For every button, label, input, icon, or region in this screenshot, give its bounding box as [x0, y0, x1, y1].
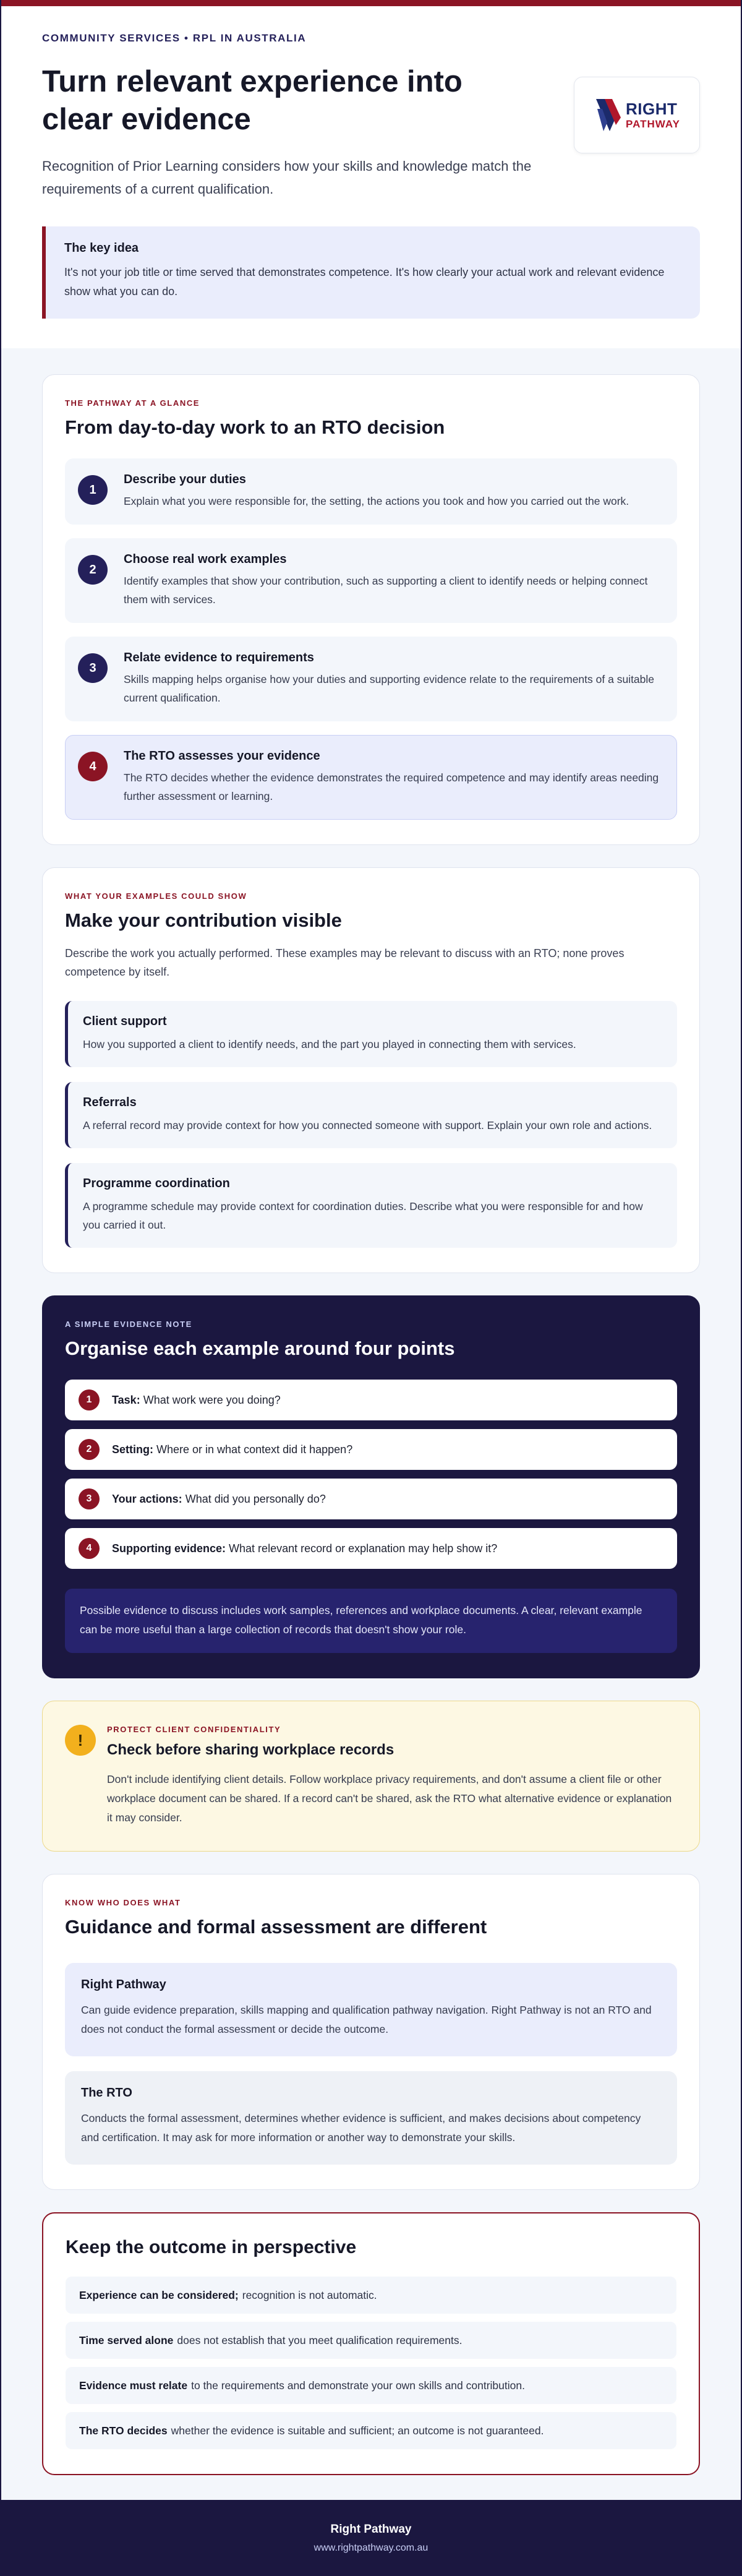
step-title: Relate evidence to requirements [124, 651, 314, 664]
fact-text: to the requirements and demonstrate your own skills and contribution. [191, 2379, 525, 2392]
example-item [65, 1082, 677, 1148]
fact-bold: Evidence must relate [79, 2379, 188, 2392]
fact-text: whether the evidence is suitable and sufficient; an outcome is not guaranteed. [171, 2424, 544, 2437]
step-text: The RTO decides whether the evidence demonstrates the required competence and may identify areas needing further assessment or learning. [124, 771, 659, 802]
pathway-step [65, 458, 677, 525]
step-number-badge: 4 [78, 752, 108, 781]
role-list [65, 1963, 677, 2165]
brand-logo [574, 77, 700, 153]
roles-eyebrow: KNOW WHO DOES WHAT [65, 1898, 181, 1907]
evidence-point [65, 1479, 677, 1519]
top-accent-strip [1, 0, 741, 6]
confidentiality-text: Don't include identifying client details. Follow workplace privacy requirements, and don't assume a client file or other workplace document can be shared. If a record can't be shared, ask the RTO what alternative evidence or explanation it may consider. [107, 1773, 672, 1824]
point-label: Supporting evidence: [112, 1542, 226, 1555]
example-title: Programme coordination [83, 1177, 230, 1190]
perspective-fact [66, 2322, 676, 2359]
examples-eyebrow: WHAT YOUR EXAMPLES COULD SHOW [65, 891, 247, 901]
point-label: Task: [112, 1393, 140, 1406]
role-text: Can guide evidence preparation, skills mapping and qualification pathway navigation. Right Pathway is not an RTO and does not conduct the formal assessment or decide the outcome. [81, 2004, 652, 2035]
perspective-title: Keep the outcome in perspective [66, 2237, 357, 2257]
step-number-badge: 3 [78, 653, 108, 683]
confidentiality-warning [42, 1701, 700, 1852]
role-title: Right Pathway [81, 1978, 166, 1991]
warning-icon: ! [65, 1725, 96, 1756]
logo-word-pathway: PATHWAY [626, 118, 680, 130]
key-idea-callout [42, 226, 700, 319]
point-number-badge: 1 [79, 1389, 100, 1410]
point-label: Setting: [112, 1443, 153, 1456]
example-text: How you supported a client to identify needs, and the part you played in connecting them with services. [83, 1038, 576, 1050]
logo-mark-icon [594, 95, 623, 135]
evidence-note-text: Possible evidence to discuss includes work samples, references and workplace documents. A clear, relevant example can be more useful than a large collection of records that doesn't show your role. [65, 1589, 677, 1653]
examples-card [42, 867, 700, 1273]
step-text: Skills mapping helps organise how your duties and supporting evidence relate to the requirements of a suitable current qualification. [124, 673, 655, 704]
role-right-pathway [65, 1963, 677, 2056]
point-label: Your actions: [112, 1492, 182, 1505]
example-item [65, 1163, 677, 1248]
example-item [65, 1001, 677, 1067]
roles-card [42, 1874, 700, 2190]
step-text: Identify examples that show your contribution, such as supporting a client to identify needs or helping connect them with services. [124, 575, 648, 606]
perspective-fact [66, 2277, 676, 2314]
perspective-card [42, 2212, 700, 2475]
footer-brand-name: Right Pathway [330, 2522, 412, 2536]
evidence-point [65, 1528, 677, 1569]
step-title: Choose real work examples [124, 552, 287, 566]
example-text: A programme schedule may provide context for coordination duties. Describe what you were responsible for and how you carried it out. [83, 1200, 643, 1231]
example-title: Client support [83, 1015, 167, 1028]
perspective-fact [66, 2367, 676, 2404]
evidence-note-eyebrow: A SIMPLE EVIDENCE NOTE [65, 1320, 192, 1329]
pathway-step-highlighted [65, 735, 677, 820]
page-intro: Recognition of Prior Learning considers how your skills and knowledge match the requirements of a current qualification. [42, 158, 532, 197]
evidence-points [65, 1380, 677, 1569]
examples-title: Make your contribution visible [65, 909, 342, 931]
footer-website-link[interactable]: www.rightpathway.com.au [313, 2542, 429, 2553]
evidence-note-title: Organise each example around four points [65, 1337, 455, 1359]
fact-bold: The RTO decides [79, 2424, 168, 2437]
logo-word-right: RIGHT [626, 100, 678, 118]
page-header [1, 6, 741, 348]
perspective-facts [66, 2277, 676, 2449]
logo-wordmark [626, 101, 680, 129]
point-number-badge: 4 [79, 1538, 100, 1559]
fact-text: does not establish that you meet qualification requirements. [177, 2333, 463, 2346]
perspective-fact [66, 2412, 676, 2449]
role-text: Conducts the formal assessment, determines whether evidence is sufficient, and makes decisions about competency and certification. It may ask for more information or another way to demonstrate your skills. [81, 2112, 641, 2144]
pathway-steps [65, 458, 677, 820]
pathway-step [65, 637, 677, 721]
step-number-badge: 1 [78, 475, 108, 505]
evidence-point [65, 1429, 677, 1470]
page-title: Turn relevant experience into clear evidence [42, 65, 463, 136]
pathway-step [65, 538, 677, 623]
point-number-badge: 2 [79, 1439, 100, 1460]
pathway-eyebrow: THE PATHWAY AT A GLANCE [65, 398, 200, 408]
fact-text: recognition is not automatic. [242, 2288, 377, 2301]
confidentiality-title: Check before sharing workplace records [107, 1741, 394, 1758]
roles-title: Guidance and formal assessment are different [65, 1916, 487, 1938]
examples-lead: Describe the work you actually performed. These examples may be relevant to discuss with an RTO; none proves competence by itself. [65, 947, 625, 978]
key-idea-text: It's not your job title or time served that demonstrates competence. It's how clearly your actual work and relevant evidence show what you can do. [64, 266, 665, 298]
role-rto [65, 2071, 677, 2165]
step-number-badge: 2 [78, 555, 108, 585]
page-footer [1, 2500, 741, 2576]
point-text: Where or in what context did it happen? [156, 1443, 353, 1456]
point-text: What relevant record or explanation may help show it? [229, 1542, 498, 1555]
point-text: What did you personally do? [185, 1492, 326, 1505]
step-title: The RTO assesses your evidence [124, 749, 320, 763]
example-list [65, 1001, 677, 1248]
main-content [1, 348, 741, 2500]
step-text: Explain what you were responsible for, the setting, the actions you took and how you carried out the work. [124, 495, 629, 507]
pathway-title: From day-to-day work to an RTO decision [65, 416, 445, 438]
example-text: A referral record may provide context for how you connected someone with support. Explain your own role and actions. [83, 1119, 652, 1131]
fact-bold: Experience can be considered; [79, 2288, 239, 2301]
pathway-card [42, 374, 700, 845]
fact-bold: Time served alone [79, 2333, 174, 2346]
step-title: Describe your duties [124, 473, 246, 486]
header-eyebrow: COMMUNITY SERVICES • RPL IN AUSTRALIA [42, 32, 307, 44]
evidence-note-card [42, 1295, 700, 1678]
confidentiality-eyebrow: PROTECT CLIENT CONFIDENTIALITY [107, 1725, 281, 1734]
key-idea-title: The key idea [64, 241, 139, 255]
example-title: Referrals [83, 1096, 137, 1109]
point-text: What work were you doing? [143, 1393, 281, 1406]
role-title: The RTO [81, 2086, 132, 2100]
evidence-point [65, 1380, 677, 1420]
point-number-badge: 3 [79, 1488, 100, 1509]
